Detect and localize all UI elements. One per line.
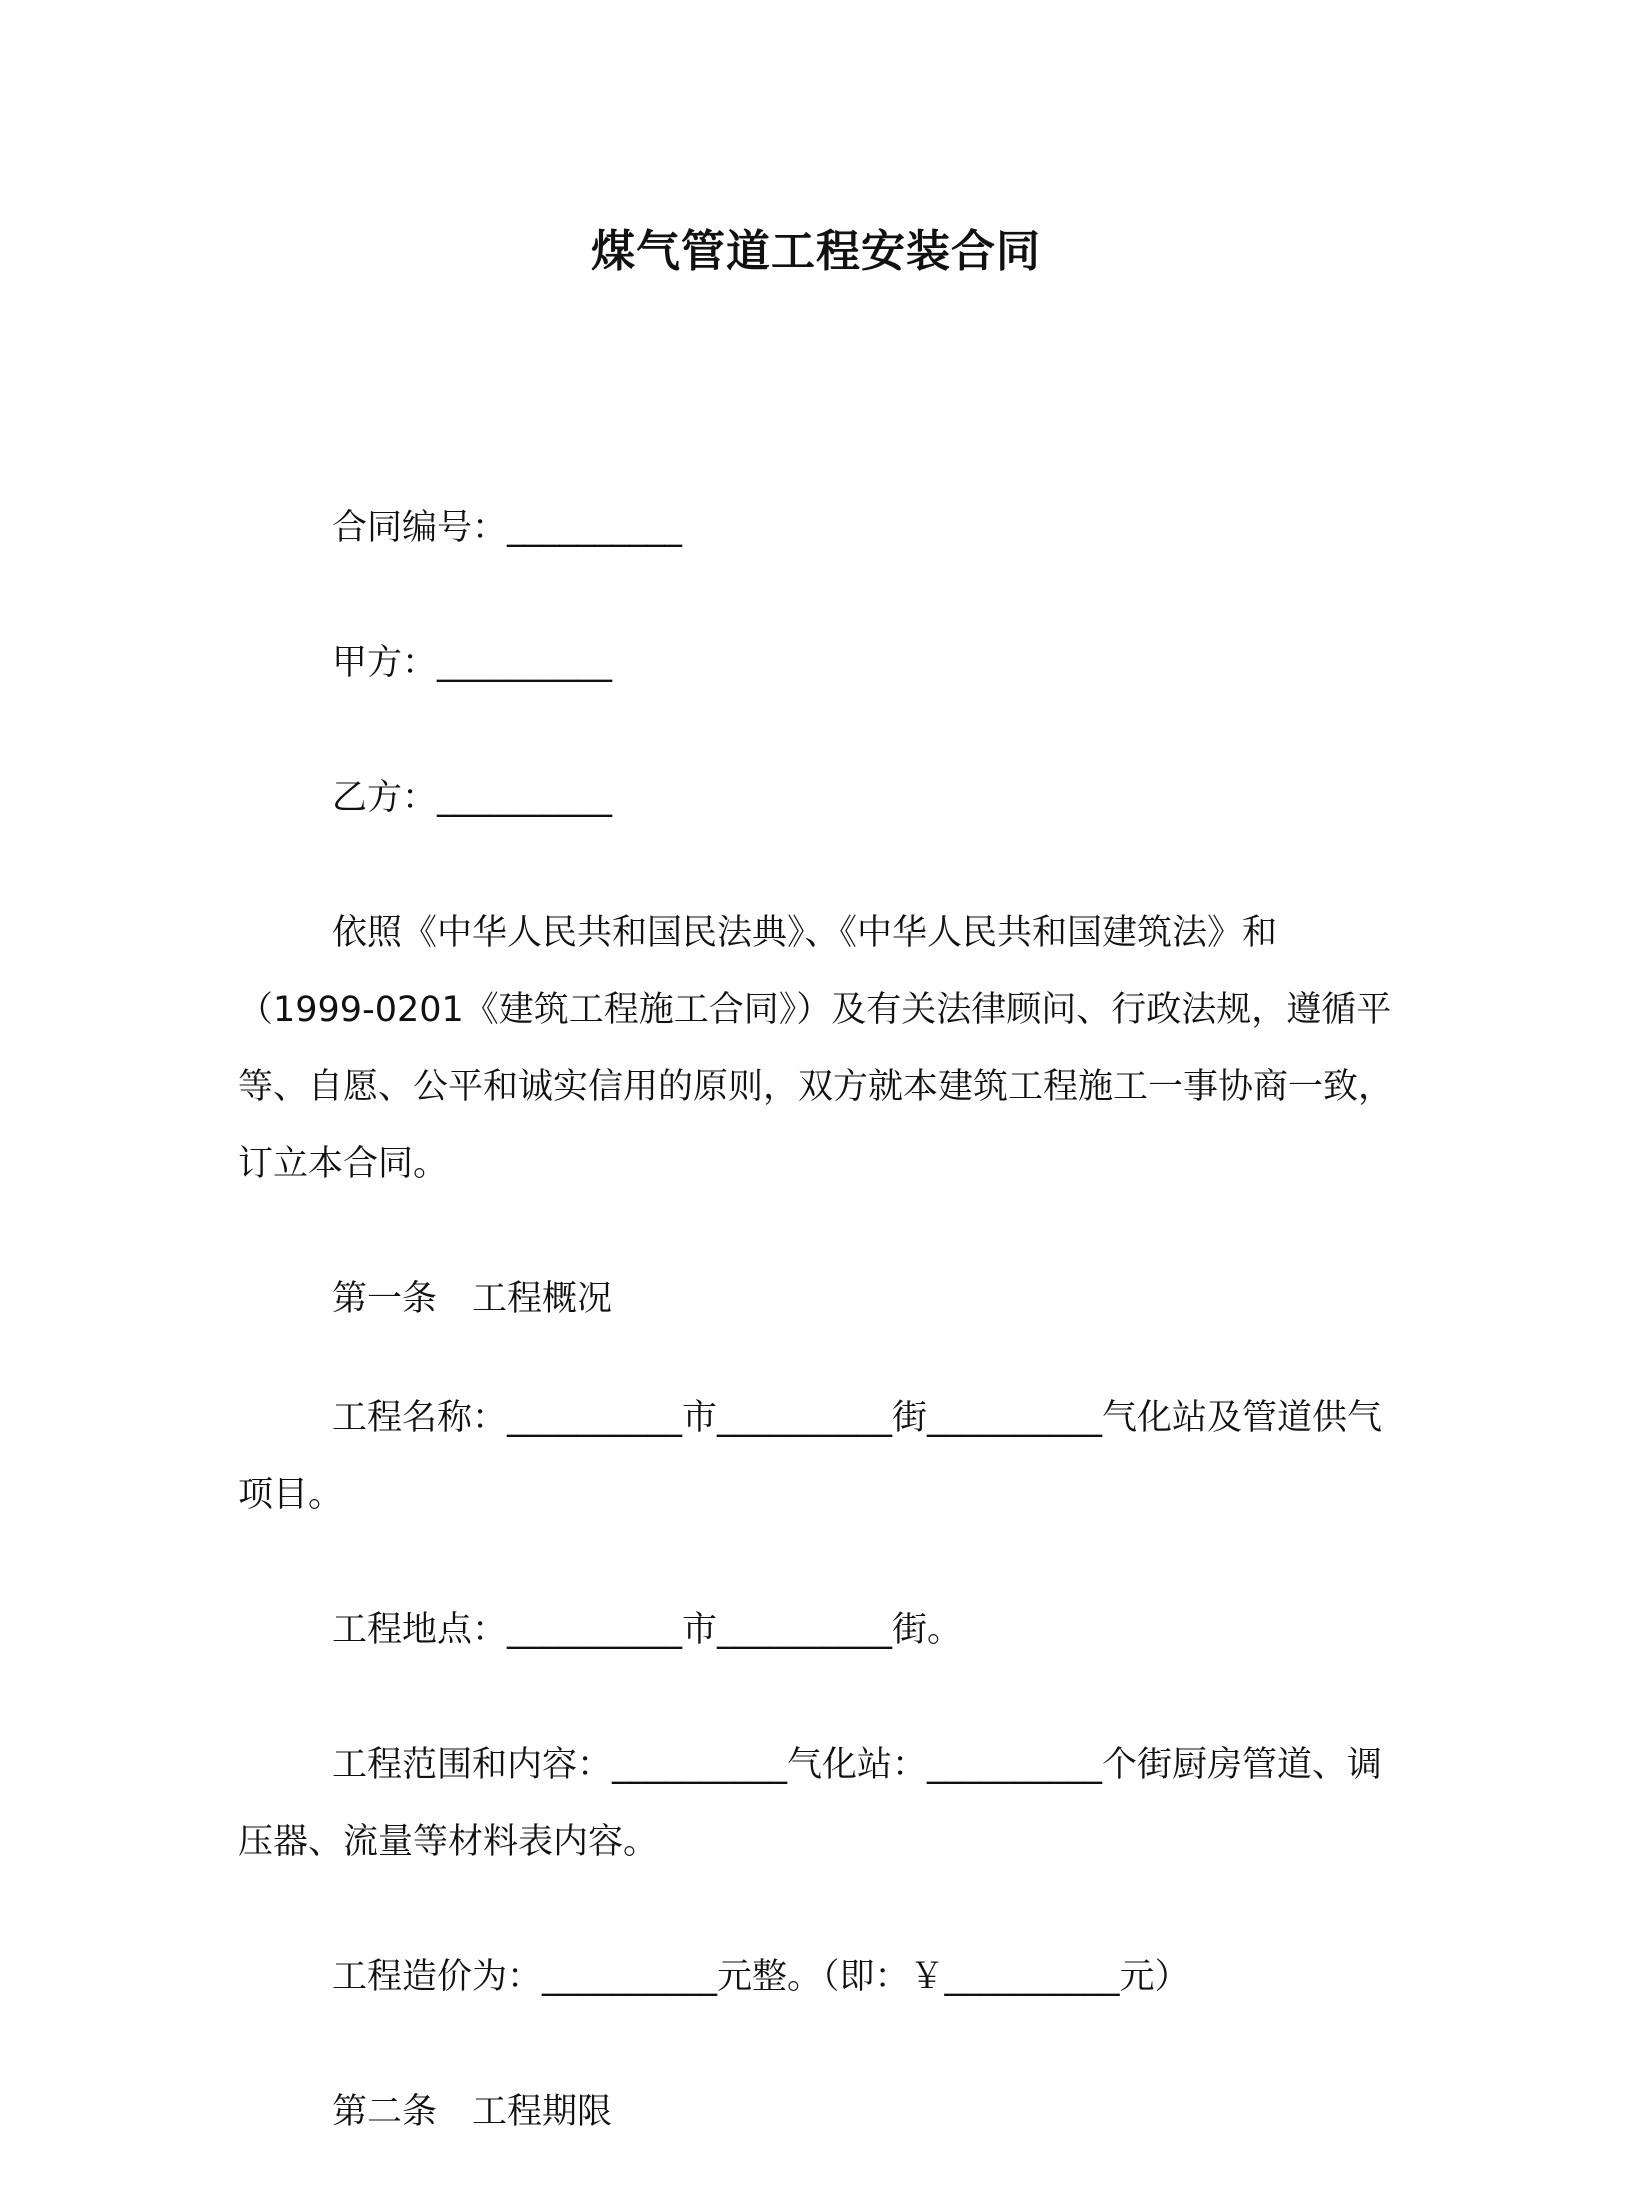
party-a-line: 甲方：__________ bbox=[332, 643, 613, 683]
project-scope-line: 工程范围和内容：__________气化站：__________个街厨房管道、调压器、流量等材料表内容。 bbox=[238, 1745, 1383, 1862]
party-b-line: 乙方：__________ bbox=[332, 778, 613, 818]
article-2-heading: 第二条 工程期限 bbox=[332, 2092, 613, 2132]
document-title: 煤气管道工程安装合同 bbox=[591, 226, 1041, 277]
project-name-line: 工程名称：__________市__________街__________气化站及管道供气项目。 bbox=[238, 1398, 1383, 1515]
preamble-paragraph: 依照《中华人民共和国民法典》、《中华人民共和国建筑法》和（1999-0201《建筑工程施工合同》）及有关法律顾问、行政法规，遵循平等、自愿、公平和诚实信用的原则，双方就本建筑工程施工一事协商一致，订立本合同。 bbox=[238, 913, 1394, 1184]
contract-number-line: 合同编号：__________ bbox=[332, 508, 683, 548]
document-body bbox=[238, 490, 1404, 2193]
article-1-heading: 第一条 工程概况 bbox=[332, 1279, 613, 1319]
project-cost-line: 工程造价为：__________元整。（即：￥__________元） bbox=[332, 1957, 1190, 1997]
project-location-line: 工程地点：__________市__________街。 bbox=[332, 1610, 963, 1650]
